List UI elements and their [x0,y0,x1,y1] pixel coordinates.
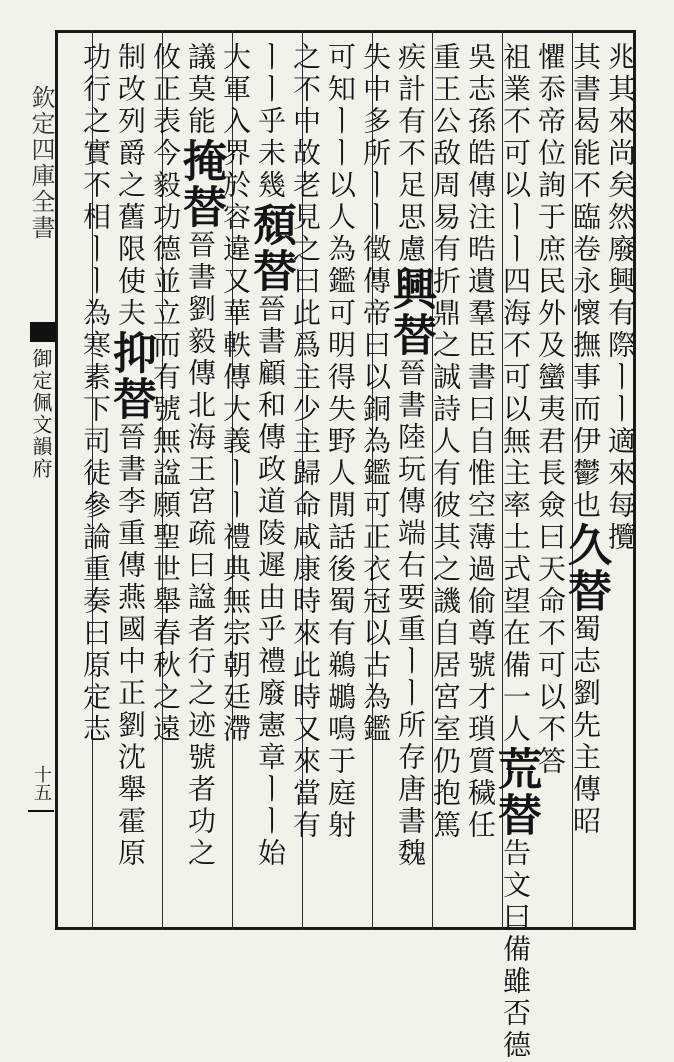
text-column: 議莫能掩替晉書劉毅傳北海王宮疏曰諡者行之迹號者功之 [175,42,226,870]
headword: 興替 [385,266,436,358]
margin-collection-title: 欽定四庫全書 [27,85,55,241]
text-column: 其書曷能不臨卷永懷撫事而伊鬱也久替蜀志劉先主傳昭 [560,42,611,838]
text-column: 可知ㅣㅣ以人為鑑可明得失野人閒話後蜀有鵜鶘鳴于庭射 [324,42,357,842]
headword: 頹替 [245,202,296,294]
page-margin-strip [0,30,58,930]
text-column: 重王公敌周易有折鼎之誠詩人有彼其之譏自居宮室仍抱篤 [429,42,462,842]
text-column: 疾計有不足思慮興替晉書陸玩傳端右要重ㅣㅣ所存唐書魏 [385,42,436,870]
page-number: 十五 [31,765,52,801]
headword: 荒替 [490,746,541,838]
text-column: 制改列爵之舊限使夫抑替晉書李重傳燕國中正劉沈舉霍原 [105,42,156,870]
text-column: 失中多所ㅣㅣ徵傳帝曰以銅為鑑可正衣冠以古為鑑 [359,42,392,746]
headword: 掩替 [175,138,226,230]
text-column: 祖業不可以ㅣㅣ四海不可以無主率土式望在備一人荒替告文曰備雖否德 [490,42,541,1062]
text-column: 功行之實不相ㅣㅣ為寒素下司徒參論重奏曰原定志 [79,42,112,746]
page-number-rule [28,810,54,812]
text-column: 攸正表今毅功德並立而有號無諡願聖世舉春秋之遠 [149,42,182,746]
text-column: 大軍入界於容違又華軼傳大義ㅣㅣ禮典無宗朝廷滯 [219,42,252,746]
headword: 抑替 [105,330,156,422]
text-column: 吳志孫皓傳注晧遺羣臣書曰自惟空薄過偷尊號才瑣質穢任 [464,42,497,842]
text-column: ㅣㅣ乎未幾頹替晉書顧和傳政道陵遲由乎禮廢憲章ㅣㅣ始 [245,42,296,870]
text-column: 之不中故老見之曰此爲主少主歸命咸康時來此時又來當有 [289,42,322,842]
text-column: 懼忝帝位詢于庶民外及蠻夷君長僉曰天命不可以不答 [534,42,567,778]
text-column: 兆其來尚矣然廢興有際ㅣㅣ適來每攬 [604,42,637,554]
margin-book-title: 御定佩文韻府 [29,348,53,480]
headword: 久替 [560,522,611,614]
fishtail-mark-icon [30,322,56,342]
